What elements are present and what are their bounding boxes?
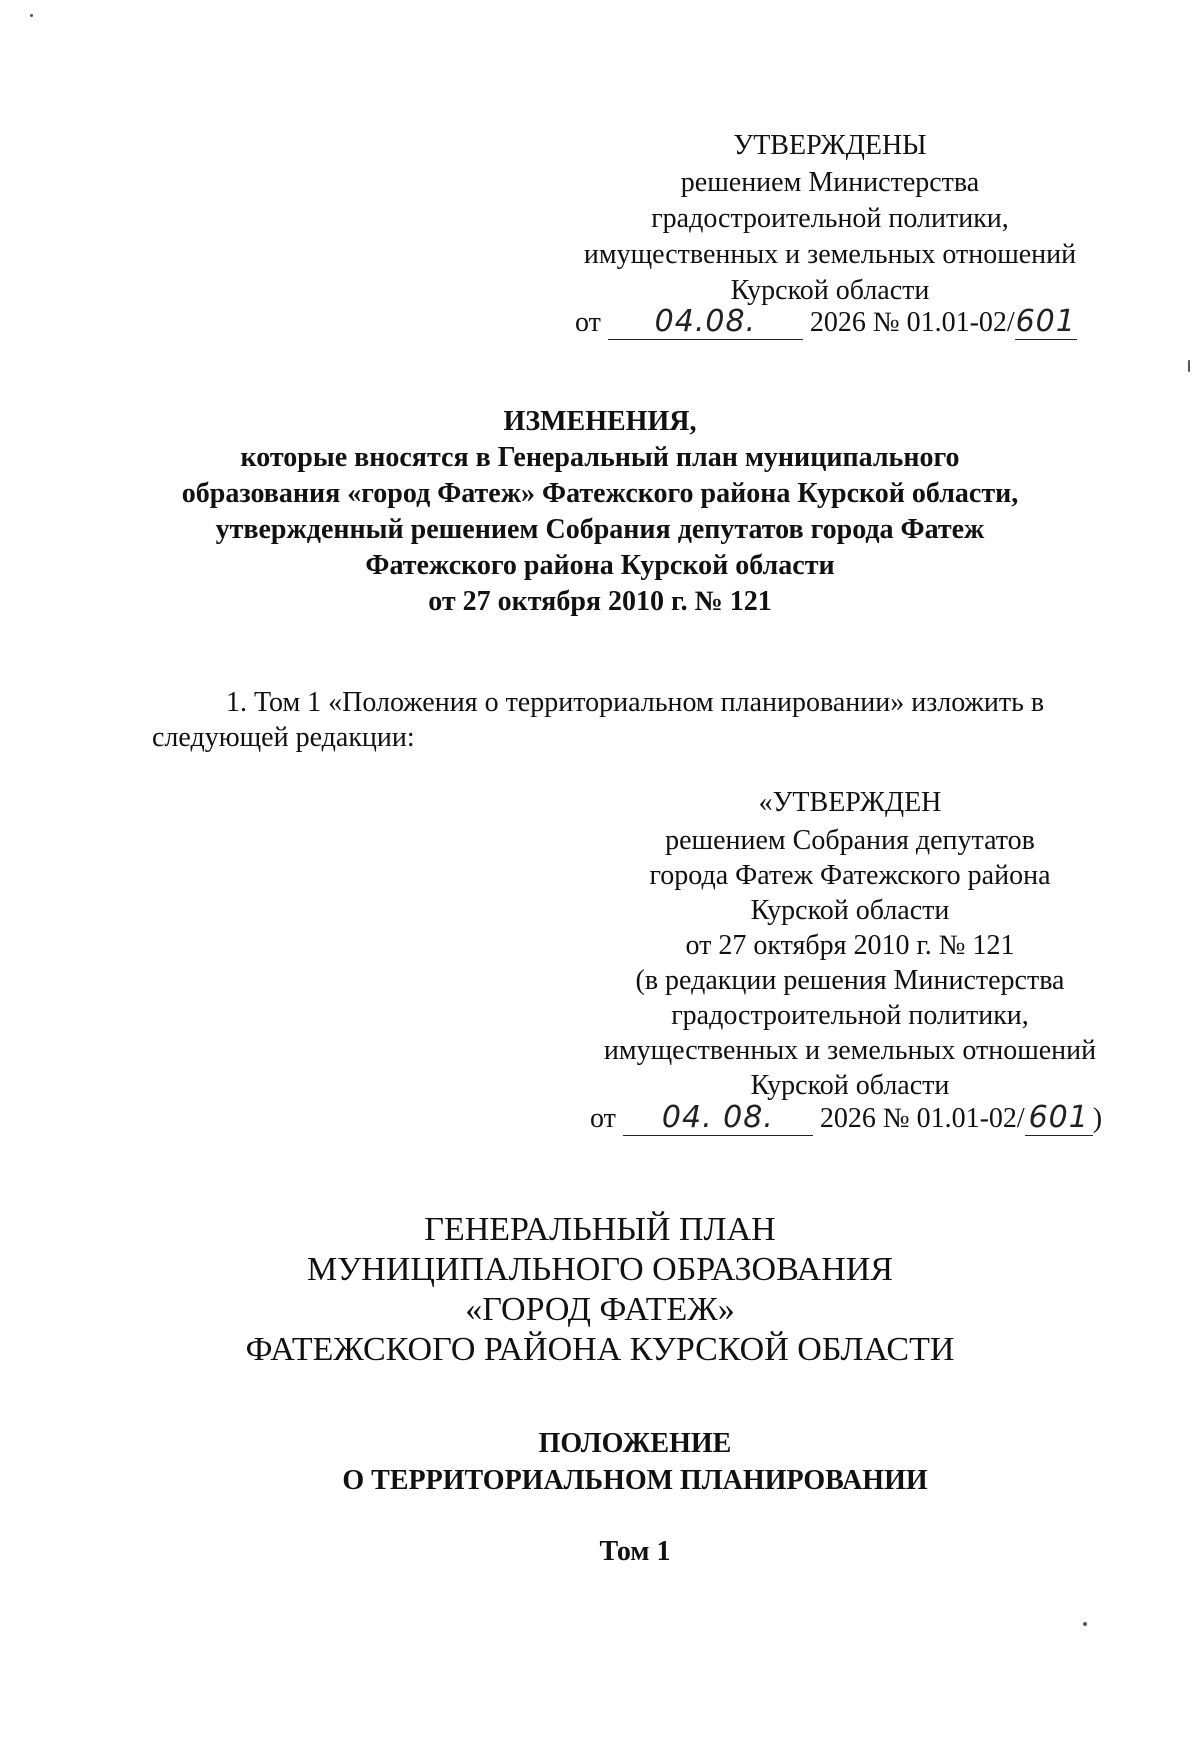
inner-approval-line: Курской области — [750, 895, 950, 926]
approval-line: Курской области — [730, 275, 930, 306]
approval-line: решением Министерства — [680, 167, 980, 198]
inner-approval-line: от 27 октября 2010 г. № 121 — [685, 930, 1015, 961]
closing-paren: ) — [1092, 1103, 1103, 1134]
approval-date-line — [575, 305, 1077, 341]
handwritten-number: 601 — [1015, 304, 1076, 339]
changes-line: которые вносятся в Генеральный план муниципального — [240, 442, 960, 473]
handwritten-date: 04.08. — [654, 304, 757, 339]
scan-speck — [30, 14, 33, 17]
changes-line: утвержденный решением Собрания депутатов города Фатеж — [215, 514, 985, 545]
plan-title-line: ФАТЕЖСКОГО РАЙОНА КУРСКОЙ ОБЛАСТИ — [245, 1331, 955, 1368]
handwritten-date: 04. 08. — [661, 1100, 774, 1135]
inner-approval-title: «УТВЕРЖДЕН — [758, 787, 942, 818]
section-title-line: ПОЛОЖЕНИЕ — [538, 1428, 732, 1459]
inner-approval-date-line — [590, 1101, 1102, 1137]
date-suffix: 2026 № 01.01-02/ — [819, 1103, 1025, 1134]
handwritten-number: 601 — [1028, 1100, 1089, 1135]
changes-line: от 27 октября 2010 г. № 121 — [428, 586, 772, 617]
volume-label: Том 1 — [599, 1536, 671, 1567]
inner-approval-line: градостроительной политики, — [671, 1000, 1029, 1031]
changes-line: образования «город Фатеж» Фатежского района Курской области, — [181, 478, 1019, 509]
date-prefix: от — [575, 307, 601, 338]
inner-approval-line: имущественных и земельных отношений — [603, 1035, 1097, 1066]
scan-speck — [1188, 360, 1190, 372]
approval-line: имущественных и земельных отношений — [583, 239, 1077, 270]
inner-approval-line: города Фатеж Фатежского района — [649, 860, 1051, 891]
section-title-line: О ТЕРРИТОРИАЛЬНОМ ПЛАНИРОВАНИИ — [342, 1465, 928, 1496]
inner-approval-line: решением Собрания депутатов — [665, 825, 1035, 856]
scan-speck — [1083, 1622, 1087, 1626]
changes-line: Фатежского района Курской области — [365, 550, 835, 581]
plan-title-line: «ГОРОД ФАТЕЖ» — [465, 1291, 735, 1328]
changes-title: ИЗМЕНЕНИЯ, — [503, 406, 697, 437]
inner-approval-line: (в редакции решения Министерства — [635, 965, 1065, 996]
plan-title-line: МУНИЦИПАЛЬНОГО ОБРАЗОВАНИЯ — [307, 1251, 893, 1288]
date-prefix: от — [590, 1103, 616, 1134]
paragraph-line: следующей редакции: — [152, 722, 415, 753]
paragraph-line: 1. Том 1 «Положения о территориальном планировании» изложить в — [226, 687, 1045, 718]
approval-line: градостроительной политики, — [651, 203, 1009, 234]
plan-title-line: ГЕНЕРАЛЬНЫЙ ПЛАН — [424, 1211, 776, 1248]
inner-approval-line: Курской области — [750, 1070, 950, 1101]
date-suffix: 2026 № 01.01-02/ — [809, 307, 1015, 338]
approval-title: УТВЕРЖДЕНЫ — [733, 130, 927, 161]
